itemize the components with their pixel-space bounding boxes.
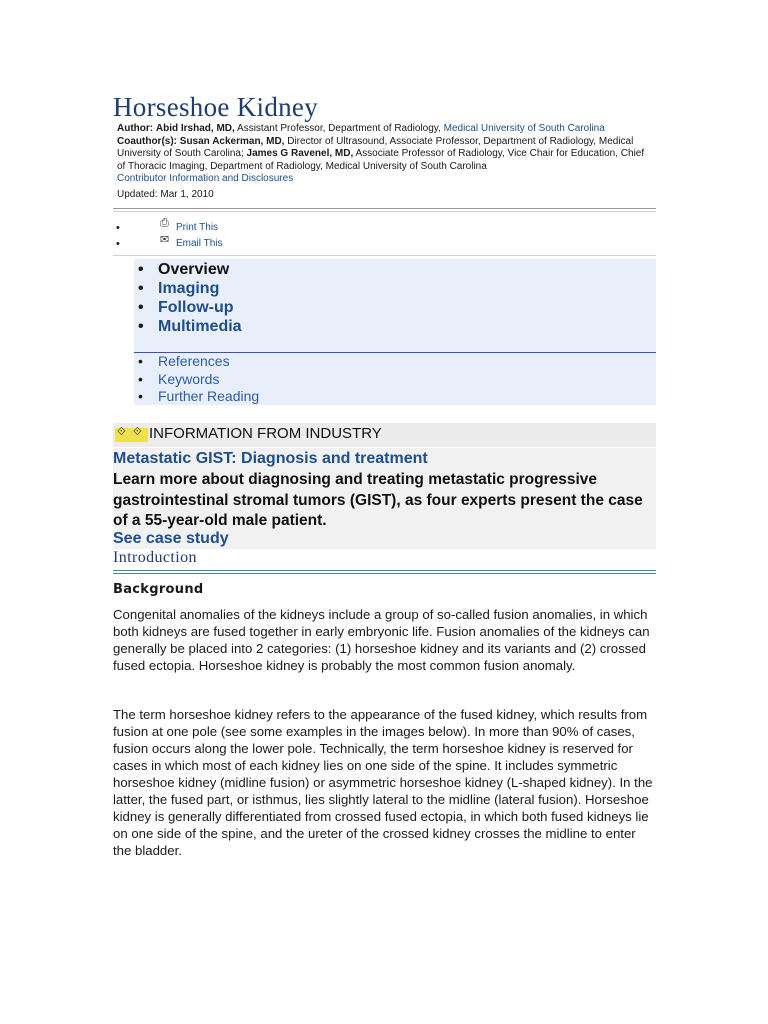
divider xyxy=(113,208,656,209)
bullet: • xyxy=(116,222,120,234)
author-name: Abid Irshad, MD, xyxy=(155,123,235,134)
coauthor1-title: Director of Ultrasound, Associate Professor, Department of Radiology, Medical University of South Carolina; xyxy=(117,135,634,159)
nav-label[interactable]: Multimedia xyxy=(158,318,242,335)
coauthors-label: Coauthor(s): xyxy=(117,135,177,147)
industry-body: Learn more about diagnosing and treating metastatic progressive gastrointestinal stromal tumors (GIST), as four experts present the case of a 55-year-old male patient. xyxy=(113,471,643,529)
printer-icon[interactable]: ⎙ xyxy=(160,217,169,229)
nav-label[interactable]: Keywords xyxy=(158,370,220,387)
print-link[interactable]: Print This xyxy=(176,222,219,233)
section-divider xyxy=(113,573,656,574)
nav-item-multimedia[interactable] xyxy=(138,317,242,336)
secondary-nav xyxy=(138,353,259,406)
section-title: Introduction xyxy=(113,549,197,566)
primary-nav xyxy=(138,260,242,336)
envelope-icon[interactable]: ✉ xyxy=(160,234,170,246)
nav-item-imaging[interactable] xyxy=(138,279,242,298)
bullet: • xyxy=(138,299,144,316)
author-block xyxy=(117,123,647,186)
disclosures-link[interactable]: Contributor Information and Disclosures xyxy=(117,173,294,184)
nav-label[interactable]: Further Reading xyxy=(158,388,260,404)
paragraph: The term horseshoe kidney refers to the appearance of the fused kidney, which results from fusion at one pole (see some examples in the images below). In more than 90% of cases, fusion occurs along the lower pole. Technically, the term horseshoe kidney is reserved for cases in which most of each kidney lies on one side of the spine. It includes symmetric horseshoe kidney (midline fusion) or asymmetric horseshoe kidney (L-shaped kidney). In the latter, the fused part, or isthmus, lies slightly lateral to the midline (lateral fusion). Horseshoe kidney is generally differentiated from crossed fused ectopia, in which both fused kidneys lie on one side of the spine, and the ureter of the crossed kidney crosses the midline to enter the bladder. xyxy=(113,707,653,858)
email-link[interactable]: Email This xyxy=(176,238,223,249)
author-affiliation-link[interactable]: Medical University of South Carolina xyxy=(443,123,605,134)
subsection-title: Background xyxy=(113,582,204,597)
nav-item-overview[interactable] xyxy=(138,260,242,279)
author-title: Assistant Professor, Department of Radiology, xyxy=(237,123,441,134)
industry-headline-link[interactable]: Metastatic GIST: Diagnosis and treatment xyxy=(113,450,428,467)
page-title: Horseshoe Kidney xyxy=(113,92,319,122)
diamond-icon: ⟐ xyxy=(117,426,126,438)
bullet: • xyxy=(116,238,120,250)
nav-label[interactable]: Overview xyxy=(158,261,230,278)
bullet: • xyxy=(138,318,144,335)
see-case-study-link[interactable]: See case study xyxy=(113,530,229,547)
coauthor2-name: James G Ravenel, MD, xyxy=(246,148,354,159)
nav-item-keywords[interactable] xyxy=(138,371,259,389)
nav-label[interactable]: Imaging xyxy=(158,280,220,297)
author-label: Author: xyxy=(117,123,154,134)
bullet: • xyxy=(138,280,144,297)
nav-item-references[interactable] xyxy=(138,353,259,371)
nav-label[interactable]: Follow-up xyxy=(158,299,234,316)
divider xyxy=(113,211,656,212)
nav-label[interactable]: References xyxy=(158,353,230,369)
coauthor1-name: Susan Ackerman, MD, xyxy=(179,135,285,147)
bullet: • xyxy=(138,388,143,404)
updated-date: Updated: Mar 1, 2010 xyxy=(117,189,214,200)
paragraph: Congenital anomalies of the kidneys include a group of so-called fusion anomalies, in which both kidneys are fused together in early embryonic life. Fusion anomalies of the kidneys can generally be placed into 2 categories: (1) horseshoe kidney and its variants and (2) crossed fused ectopia. Horseshoe kidney is probably the most common fusion anomaly. xyxy=(113,607,650,673)
coauthor2-title: Associate Professor of Radiology, Vice Chair for Education, Chief of Thoracic Imaging, Department of Radiology, Medical University of South Carolina xyxy=(117,148,645,172)
industry-heading: INFORMATION FROM INDUSTRY xyxy=(149,425,382,442)
industry-content xyxy=(113,448,656,549)
bullet: • xyxy=(138,370,143,387)
bullet: • xyxy=(138,353,143,369)
divider xyxy=(113,255,656,256)
nav-item-further-reading[interactable] xyxy=(138,388,259,406)
nav-item-follow-up[interactable] xyxy=(138,298,242,317)
bullet: • xyxy=(138,261,144,278)
section-divider xyxy=(113,570,656,571)
diamond-icon: ⟐ xyxy=(133,426,142,438)
industry-icons xyxy=(115,428,148,442)
industry-header xyxy=(113,423,656,447)
